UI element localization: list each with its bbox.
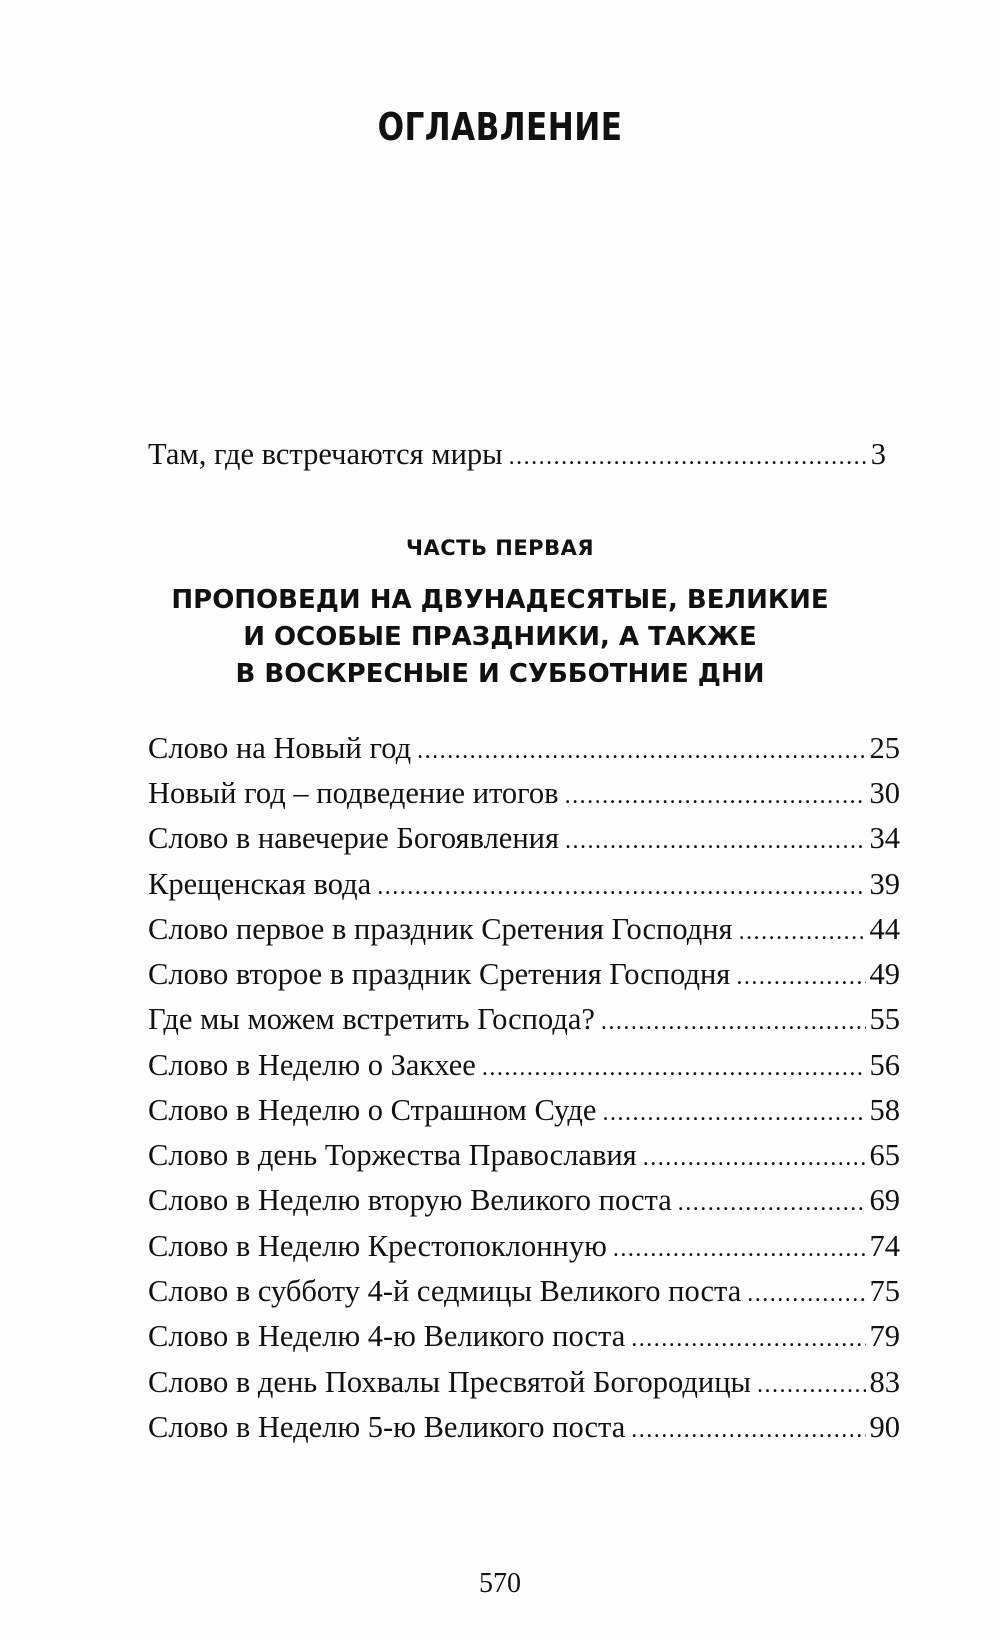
toc-entry-page: 44 — [869, 912, 900, 946]
dot-leader — [678, 1185, 866, 1221]
toc-entry-title: Слово в Неделю о Закхее — [148, 1048, 476, 1082]
toc-entry-page: 55 — [869, 1002, 900, 1036]
dot-leader — [757, 1367, 865, 1403]
dot-leader — [643, 1140, 866, 1176]
dot-leader — [602, 1095, 865, 1131]
dot-leader — [613, 1231, 866, 1267]
dot-leader — [736, 959, 865, 995]
toc-entry-title: Слово в Неделю вторую Великого поста — [148, 1183, 672, 1217]
dot-leader — [417, 733, 865, 769]
toc-entry[interactable] — [148, 866, 900, 905]
toc-entry-page: 49 — [869, 957, 900, 991]
toc-entry[interactable] — [148, 1228, 900, 1267]
toc-entry-title: Слово на Новый год — [148, 731, 412, 765]
part-heading-line: ПРОПОВЕДИ НА ДВУНАДЕСЯТЫЕ, ВЕЛИКИЕ — [171, 585, 829, 615]
toc-entry[interactable] — [148, 1364, 900, 1403]
toc-entry-page: 30 — [869, 776, 900, 810]
toc-entry-title: Где мы можем встретить Господа? — [148, 1002, 595, 1036]
toc-entry[interactable] — [148, 1092, 900, 1131]
dot-leader — [565, 778, 866, 814]
toc-entry-page: 83 — [869, 1365, 900, 1399]
page-number: 570 — [479, 1568, 521, 1599]
toc-entry-title: Слово в день Торжества Православия — [148, 1138, 637, 1172]
toc-entry-title: Слово второе в праздник Сретения Господня — [148, 957, 731, 991]
toc-entry-title: Слово в навечерие Богоявления — [148, 821, 560, 855]
toc-entry-title: Слово в Неделю о Страшном Суде — [148, 1093, 597, 1127]
toc-entry-page: 56 — [869, 1048, 900, 1082]
toc-entry-page: 3 — [870, 437, 886, 471]
toc-entry-title: Слово в Неделю 5-ю Великого поста — [148, 1410, 626, 1444]
part-heading-line: И ОСОБЫЕ ПРАЗДНИКИ, А ТАКЖЕ — [243, 622, 757, 652]
toc-entry-page: 39 — [869, 867, 900, 901]
toc-entry[interactable] — [148, 820, 900, 859]
toc-entry-title: Крещенская вода — [148, 867, 372, 901]
dot-leader — [739, 914, 866, 950]
toc-entry[interactable] — [148, 1137, 900, 1176]
toc-entry-title: Новый год – подведение итогов — [148, 776, 559, 810]
toc-entry[interactable] — [148, 1182, 900, 1221]
dot-leader — [747, 1276, 865, 1312]
part-label: ЧАСТЬ ПЕРВАЯ — [405, 536, 595, 560]
toc-entry[interactable] — [148, 1273, 900, 1312]
page-title: ОГЛАВЛЕНИЕ — [377, 105, 623, 149]
toc-entry-title: Слово в Неделю Крестопоклонную — [148, 1229, 607, 1263]
toc-entry-title: Слово первое в праздник Сретения Господня — [148, 912, 733, 946]
dot-leader — [482, 1050, 866, 1086]
toc-entry-page: 65 — [869, 1138, 900, 1172]
dot-leader — [601, 1004, 866, 1040]
dot-leader — [509, 439, 867, 475]
dot-leader — [377, 869, 865, 905]
toc-entry[interactable] — [148, 1409, 900, 1448]
dot-leader — [631, 1321, 865, 1357]
toc-entry-page: 25 — [869, 731, 900, 765]
toc-entry-title: Слово в Неделю 4-ю Великого поста — [148, 1319, 626, 1353]
toc-entry-page: 90 — [869, 1410, 900, 1444]
toc-entry-title: Слово в субботу 4-й седмицы Великого поста — [148, 1274, 742, 1308]
toc-entry[interactable] — [148, 1047, 900, 1086]
toc-entry-page: 74 — [869, 1229, 900, 1263]
toc-entry[interactable] — [148, 730, 900, 769]
part-heading-line: В ВОСКРЕСНЫЕ И СУББОТНИЕ ДНИ — [235, 659, 765, 689]
toc-entry[interactable] — [148, 1318, 900, 1357]
toc-entry-page: 69 — [869, 1183, 900, 1217]
toc-entry-page: 58 — [869, 1093, 900, 1127]
toc-entry[interactable] — [148, 911, 900, 950]
dot-leader — [631, 1412, 865, 1448]
toc-entry-intro[interactable] — [148, 436, 886, 475]
toc-entry-title: Слово в день Похвалы Пресвятой Богородицы — [148, 1365, 752, 1399]
toc-entry-page: 79 — [869, 1319, 900, 1353]
toc-entry[interactable] — [148, 956, 900, 995]
toc-entry-title: Там, где встречаются миры — [148, 437, 503, 471]
toc-entry[interactable] — [148, 1001, 900, 1040]
toc-entry[interactable] — [148, 775, 900, 814]
toc-entry-page: 34 — [869, 821, 900, 855]
dot-leader — [565, 823, 865, 859]
part-heading — [0, 582, 1000, 693]
toc-entry-page: 75 — [869, 1274, 900, 1308]
